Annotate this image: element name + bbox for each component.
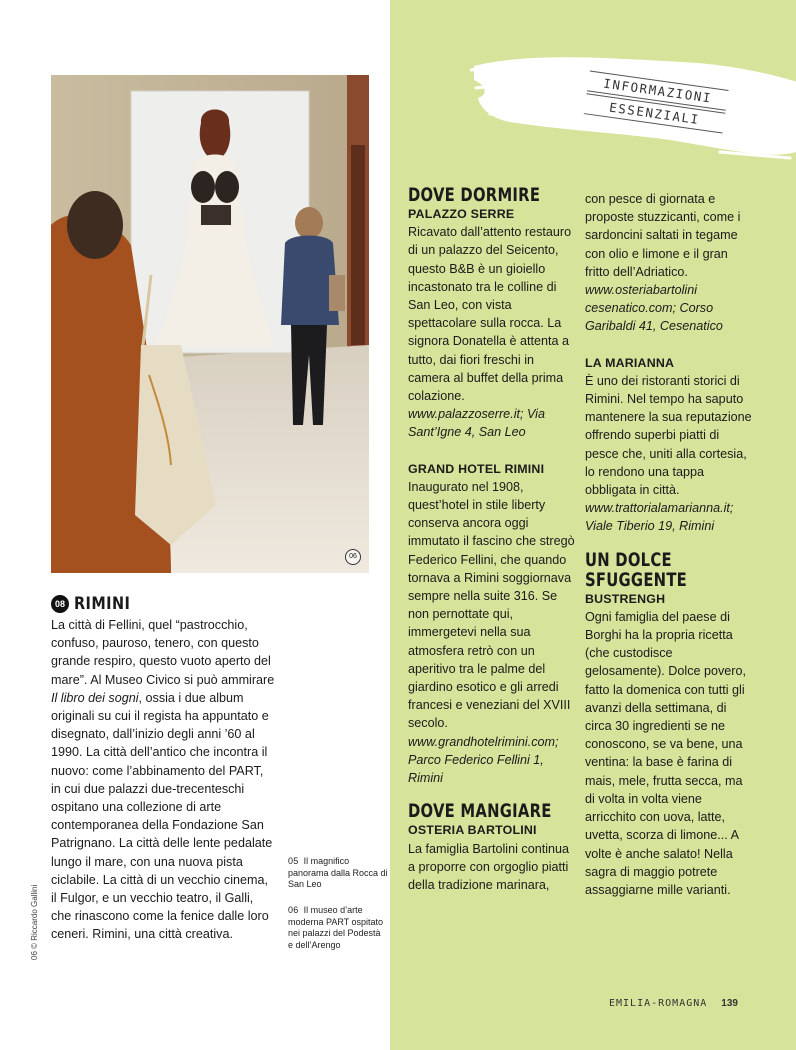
restaurant-marianna-link[interactable]: www.trattorialamarianna.it; Viale Tiberio 19, Rimini	[585, 501, 734, 534]
restaurant-bartolini-title: OSTERIA BARTOLINI	[408, 823, 537, 838]
museum-photo-illustration	[51, 75, 369, 573]
restaurant-bartolini-link[interactable]: www.osteriabartolini cesenatico.com; Corso Garibaldi 41, Cesenatico	[585, 283, 723, 334]
hotel-grand-hotel-text: Inaugurato nel 1908, quest’hotel in stile liberty conserva ancora oggi immutato il fascino che stregò Federico Fellini, che quando tornava a Rimini soggiornava sempre nella suite 316. Se non pernottate qui, immergetevi nella sua atmosfera retrò con un aperitivo tra le palme del giardino esotico e gli arredi francesi e veneziani del XVIII secolo.	[408, 479, 575, 731]
restaurant-bartolini-text-a: La famiglia Bartolini continua a proporre con orgoglio piatti della tradizione marinara,	[408, 841, 570, 892]
page-number: 139	[721, 998, 738, 1009]
info-column-right	[585, 190, 753, 899]
page-footer	[609, 998, 738, 1009]
museum-photo	[51, 75, 369, 573]
caption-05	[288, 856, 388, 891]
caption-number: 05	[288, 856, 299, 866]
dessert-title: BUSTRENGH	[585, 591, 666, 606]
heading-dove-mangiare: DOVE MANGIARE	[408, 800, 552, 823]
body-text-book-title: Il libro dei sogni	[51, 690, 139, 705]
heading-dolce-line-1: UN DOLCE	[585, 548, 672, 571]
heading-dolce-line-2: SFUGGENTE	[585, 568, 688, 591]
heading-dove-dormire: DOVE DORMIRE	[408, 184, 541, 206]
info-column-left	[408, 185, 576, 894]
photo-credit: 06 © Riccardo Gallini	[30, 884, 39, 960]
restaurant-marianna-title: LA MARIANNA	[585, 355, 675, 370]
body-text-part-1: La città di Fellini, quel “pastrocchio, confuso, pauroso, tenero, con questo grande respiro, questo vuoto aperto del mare”. Al Museo Civico si può ammirare	[51, 618, 275, 687]
section-number-badge: 08	[51, 595, 69, 613]
caption-number: 06	[288, 905, 299, 915]
section-title: RIMINI	[74, 594, 131, 614]
hotel-palazzo-serre-link[interactable]: www.palazzoserre.it; Via Sant’Igne 4, San Leo	[408, 407, 545, 440]
photo-number: 06	[345, 549, 361, 565]
caption-text: Il magnifico panorama dalla Rocca di San Leo	[288, 856, 388, 889]
caption-06	[288, 905, 388, 951]
dessert-text: Ogni famiglia del paese di Borghi ha la propria ricetta (che custodisce gelosamente). Dolce povero, fatto la domenica con tutti gli avanzi della settimana, di circa 30 ingredienti se ne conoscono, se va bene, una ventina: la base è farina di mais, mele, frutta secca, ma di volta in volta viene arricchito con uova, latte, uvetta, scorza di limone... A volte è anche salato! Nella sagra di maggio potrete assaggiarne mille varianti.	[585, 609, 747, 897]
section-heading	[51, 594, 140, 614]
hotel-palazzo-serre-text: Ricavato dall’attento restauro di un palazzo del Seicento, questo B&B è un gioiello incastonato tra le colline di San Leo, con vista spettacolare sulla rocca. La signora Donatella è attenta a tutto, dai fiori freschi in camera al buffet della prima colazione.	[408, 225, 572, 404]
restaurant-marianna-text: È uno dei ristoranti storici di Rimini. Nel tempo ha saputo mantenere la sua reputazione offrendo superbi piatti di pesce che, uniti alla cortesia, lo rendono una tappa obbligata in città.	[585, 373, 752, 498]
badge-line-2: ESSENZIALI	[584, 93, 726, 133]
body-text-part-2: , ossia i due album originali su cui il regista ha appuntato e disegnato, dall’inizio degli anni ’60 al 1990. La città dell’antico che incontra il nuovo: come l’abbinamento del PART, in cui due palazzi due-trecenteschi ospitano una collezione di arte contemporanea della Fondazione San Patrignano. La città delle lente pedalate lungo il mare, con una nuova pista ciclabile. La città di un vecchio cinema, il Fulgor, e un vecchio teatro, il Galli, che rinascono come la fenice dalle loro ceneri. Rimini, una città creativa.	[51, 690, 273, 942]
badge-line-1: INFORMAZIONI	[587, 70, 729, 110]
restaurant-bartolini-text-b: con pesce di giornata e proposte stuzzicanti, come i sardoncini saltati in tegame con olio e limone e il gran fritto dell’Adriatico.	[585, 192, 741, 279]
hotel-palazzo-serre-title: PALAZZO SERRE	[408, 207, 515, 221]
caption-text: Il museo d’arte moderna PART ospitato nei palazzi del Podestà e dell’Arengo	[288, 905, 384, 950]
hotel-grand-hotel-link[interactable]: www.grandhotelrimini.com; Parco Federico Fellini 1, Rimini	[408, 734, 559, 786]
footer-region: EMILIA-ROMAGNA	[609, 998, 708, 1009]
section-body	[51, 616, 276, 944]
hotel-grand-hotel-title: GRAND HOTEL RIMINI	[408, 461, 545, 476]
